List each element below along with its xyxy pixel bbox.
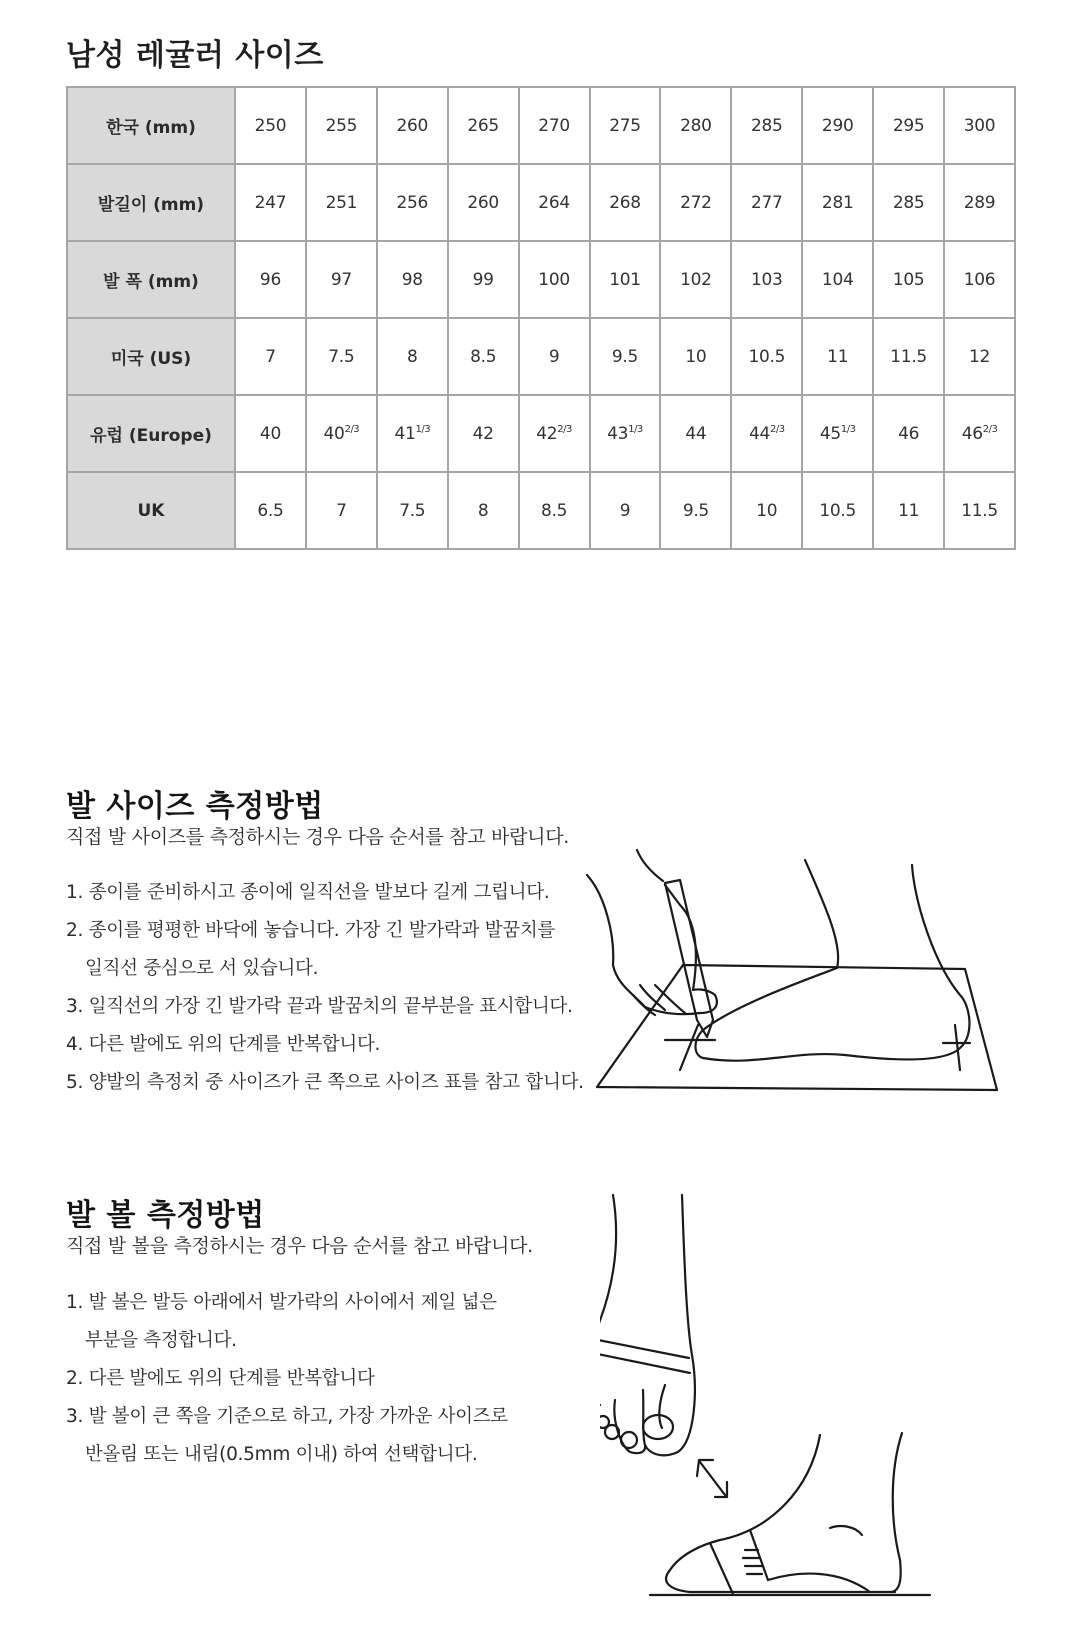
list-item	[66, 1284, 508, 1360]
table-cell: 275	[590, 87, 661, 164]
table-cell: 12	[944, 318, 1015, 395]
step-text-continued: 반올림 또는 내림(0.5mm 이내) 하여 선택합니다.	[85, 1444, 478, 1465]
size-fraction: 2/3	[344, 423, 360, 435]
size-base: 46	[961, 423, 983, 444]
table-cell: 281	[802, 164, 873, 241]
size-base: 42	[472, 423, 494, 444]
table-cell: 11.5	[944, 472, 1015, 549]
table-row	[67, 241, 1015, 318]
table-cell: 100	[519, 241, 590, 318]
size-base: 44	[748, 423, 771, 444]
step-text: 1. 발 볼은 발등 아래에서 발가락의 사이에서 제일 넓은	[66, 1292, 497, 1313]
table-cell: 102	[660, 241, 731, 318]
size-base: 41	[394, 423, 416, 444]
table-cell: 11.5	[873, 318, 944, 395]
table-cell: 8.5	[448, 318, 519, 395]
table-cell: 285	[873, 164, 944, 241]
table-cell: 96	[235, 241, 306, 318]
table-cell: 8.5	[519, 472, 590, 549]
table-cell	[802, 395, 873, 472]
table-cell: 256	[377, 164, 448, 241]
table-cell	[590, 395, 661, 472]
foot-size-heading: 발 사이즈 측정방법	[66, 789, 324, 824]
table-cell: 260	[448, 164, 519, 241]
table-cell: 9.5	[660, 472, 731, 549]
table-cell: 103	[731, 241, 802, 318]
table-cell	[519, 395, 590, 472]
row-header: 발길이 (mm)	[67, 164, 235, 241]
foot-side-icon	[666, 1435, 895, 1592]
foot-width-steps	[66, 1284, 508, 1474]
table-cell: 6.5	[235, 472, 306, 549]
table-cell: 9.5	[590, 318, 661, 395]
table-row	[67, 164, 1015, 241]
list-item	[66, 1026, 584, 1064]
step-text-continued: 부분을 측정합니다.	[85, 1330, 237, 1351]
table-cell: 99	[448, 241, 519, 318]
table-cell	[377, 395, 448, 472]
size-base: 40	[323, 423, 345, 444]
size-fraction: 2/3	[982, 423, 998, 435]
size-fraction: 1/3	[415, 423, 431, 435]
size-base: 42	[536, 423, 558, 444]
table-cell: 7	[235, 318, 306, 395]
row-header: 발 폭 (mm)	[67, 241, 235, 318]
size-fraction: 2/3	[557, 423, 572, 435]
row-header: 유럽 (Europe)	[67, 395, 235, 472]
step-text: 3. 발 볼이 큰 쪽을 기준으로 하고, 가장 가까운 사이즈로	[66, 1406, 508, 1427]
hand-icon	[587, 875, 717, 1014]
table-cell: 10	[660, 318, 731, 395]
step-text-continued: 일직선 중심으로 서 있습니다.	[85, 958, 319, 979]
table-cell: 101	[590, 241, 661, 318]
table-cell: 264	[519, 164, 590, 241]
table-cell: 97	[306, 241, 377, 318]
table-cell: 251	[306, 164, 377, 241]
table-row	[67, 87, 1015, 164]
list-item	[66, 912, 584, 988]
table-cell: 8	[377, 318, 448, 395]
table-row	[67, 472, 1015, 549]
step-text: 5. 양발의 측정치 중 사이즈가 큰 쪽으로 사이즈 표를 참고 합니다.	[66, 1072, 584, 1093]
table-cell: 8	[448, 472, 519, 549]
table-cell: 300	[944, 87, 1015, 164]
row-header: UK	[67, 472, 235, 549]
table-cell: 106	[944, 241, 1015, 318]
table-row	[67, 318, 1015, 395]
table-cell	[235, 395, 306, 472]
step-text: 2. 다른 발에도 위의 단계를 반복합니다	[66, 1368, 375, 1389]
size-chart-table	[66, 86, 1016, 550]
table-cell: 10	[731, 472, 802, 549]
table-row	[67, 395, 1015, 472]
size-chart-title: 남성 레귤러 사이즈	[66, 38, 324, 73]
table-cell: 105	[873, 241, 944, 318]
foot-size-subtitle: 직접 발 사이즈를 측정하시는 경우 다음 순서를 참고 바랍니다.	[66, 826, 570, 848]
table-cell: 290	[802, 87, 873, 164]
table-cell: 247	[235, 164, 306, 241]
list-item	[66, 874, 584, 912]
foot-width-heading: 발 볼 측정방법	[66, 1198, 265, 1233]
table-cell: 289	[944, 164, 1015, 241]
table-cell: 10.5	[731, 318, 802, 395]
list-item	[66, 1360, 508, 1398]
double-arrow-icon	[700, 1462, 725, 1495]
row-header: 미국 (US)	[67, 318, 235, 395]
table-cell: 7	[306, 472, 377, 549]
size-base: 43	[607, 423, 629, 444]
list-item	[66, 1398, 508, 1474]
table-cell: 104	[802, 241, 873, 318]
size-fraction: 1/3	[840, 423, 856, 435]
table-cell: 7.5	[377, 472, 448, 549]
table-cell: 10.5	[802, 472, 873, 549]
foot-width-measure-illustration	[600, 1190, 1000, 1610]
foot-size-steps	[66, 874, 584, 1102]
table-cell: 268	[590, 164, 661, 241]
list-item	[66, 988, 584, 1026]
table-cell	[306, 395, 377, 472]
foot-length-measure-illustration	[585, 845, 1005, 1095]
table-cell: 260	[377, 87, 448, 164]
table-cell: 9	[590, 472, 661, 549]
table-cell: 285	[731, 87, 802, 164]
foot-width-subtitle: 직접 발 볼을 측정하시는 경우 다음 순서를 참고 바랍니다.	[66, 1235, 533, 1257]
table-cell: 270	[519, 87, 590, 164]
size-base: 45	[819, 423, 841, 444]
step-text: 4. 다른 발에도 위의 단계를 반복합니다.	[66, 1034, 381, 1055]
table-cell: 11	[873, 472, 944, 549]
row-header: 한국 (mm)	[67, 87, 235, 164]
foot-icon	[696, 860, 970, 1061]
size-base: 44	[685, 423, 707, 444]
table-cell	[731, 395, 802, 472]
table-cell: 280	[660, 87, 731, 164]
table-cell	[448, 395, 519, 472]
table-cell: 272	[660, 164, 731, 241]
list-item	[66, 1064, 584, 1102]
step-text: 3. 일직선의 가장 긴 발가락 끝과 발꿈치의 끝부분을 표시합니다.	[66, 996, 573, 1017]
step-text: 1. 종이를 준비하시고 종이에 일직선을 발보다 길게 그립니다.	[66, 882, 550, 903]
table-cell: 7.5	[306, 318, 377, 395]
table-cell: 11	[802, 318, 873, 395]
size-base: 46	[898, 423, 920, 444]
table-cell: 255	[306, 87, 377, 164]
foot-top-icon	[600, 1195, 616, 1405]
table-cell: 98	[377, 241, 448, 318]
table-cell: 9	[519, 318, 590, 395]
table-cell: 277	[731, 164, 802, 241]
size-base: 40	[259, 423, 281, 444]
size-fraction: 2/3	[770, 423, 785, 435]
table-cell: 250	[235, 87, 306, 164]
step-text: 2. 종이를 평평한 바닥에 놓습니다. 가장 긴 발가락과 발꿈치를	[66, 920, 555, 941]
table-cell: 265	[448, 87, 519, 164]
size-fraction: 1/3	[628, 423, 643, 435]
table-cell	[944, 395, 1015, 472]
table-cell: 295	[873, 87, 944, 164]
table-cell	[873, 395, 944, 472]
table-cell	[660, 395, 731, 472]
